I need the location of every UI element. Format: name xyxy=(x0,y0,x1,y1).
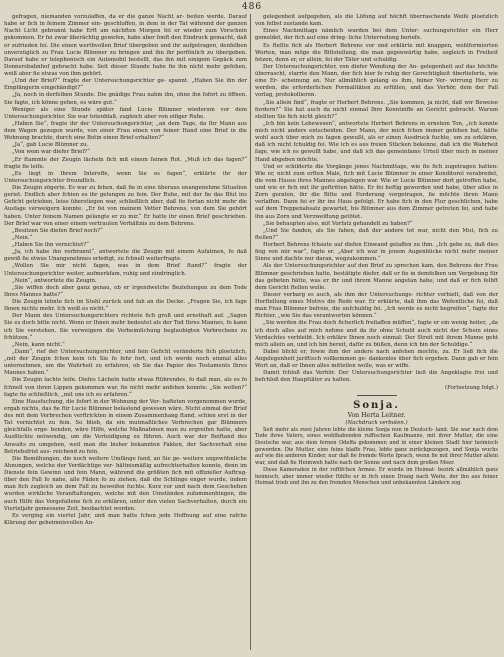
article-paragraph: Dieser verbarg es auch, als ihm der Untersuchungs- richter vorhielt, daß von der Herftellung eines Motivs die Rede war. Er erklärte, daß ihm das Wefentliche fei, daß man Frau Blümner befreie, die unfchuldig fei. „Ich werde es nicht begreifen“, fagte der Richter, „wie Sie das verantworten können.“ xyxy=(255,291,498,320)
article-paragraph: „Sie wiffen doch aber ganz genau, ob er irgendwelche Beziehungen zu dem Tode Ihres Mannes hatte?“ xyxy=(4,284,247,298)
page-number: 486 xyxy=(241,2,263,12)
article-paragraph: (Fortsetzung folgt.) xyxy=(444,384,498,391)
article-paragraph: „Ja, ich habe ihn verbrannt“, antwortete die Zeugin mit einem Aufatmen, fo daß gewiß fie etwas Unangenehmes erledigt, zu fchnell weiterfragte. xyxy=(4,249,247,263)
article-paragraph: „Wollen Sie mir nicht fagen, was in dem Brief ftand?“ fragte der Untersuchungsrichter weiter, aufmerkfam, ruhig und eindringlich. xyxy=(4,263,247,277)
article-paragraph: „Es liegt in Ihrem Intereffe, wenn Sie es fagen“, erklärte ihr der Untersuchungsrichter freundlich. xyxy=(4,170,247,184)
left-column xyxy=(4,14,247,654)
story-body xyxy=(255,427,498,487)
article-paragraph: „Sie werden die Frau doch ficherlich freilaffen müffen“, fagte er ein wenig heiter, „da ich doch alles auf mich nehme und da ihr ohne Schuld auch nicht der Schein eines Verdachtes verbleibt. Ich erkläre Ihnen noch einmal: Der Streit mit ihrem Manne geht mich allein an, und ich bin bereit, dafür zu büßen, denn ich bin der Schuldige.“ xyxy=(255,320,498,348)
article-paragraph: Und er schilderte die Vorgänge jenes Nachmittags, wie fie fich zugetragen hatten: Wie er, nicht zum erften Male, fich mit Lucie Blümner in einer Konditorei verabredet, die vom Hause ihres Mannes abgelegen war. Wie er Lucie Blümner dort getroffen habe, und wie er fich mit ihr geftritten hätte. Er fei heftig geworden und habe, über alles in Zorn geraten, ihr die Bitte und Forderung vorgetragen, fie möchte ihren Mann verlaffen. Dann fei er ihr ins Haus gefolgt. Er habe fich in den Flur geschlichen, habe auf dem Treppenabsatz gewartet, bis Blümner aus dem Zimmer getreten fei, und habe ihn aus Zorn und Verzweiflung getötet. xyxy=(255,163,498,220)
article-paragraph: „Und Sie fanden, als Sie fahen, daß der andere tot war, nicht den Mut, fich zu ftellen?“ xyxy=(255,227,498,241)
right-column xyxy=(255,14,498,654)
story-title: Sonja. xyxy=(353,399,400,411)
article-paragraph: „Haben Sie“, fragte ihr der Untersuchungsrichter, „an dem Tage, da Ihr Mann aus dem Wagen gezogen wurde, von einer Frau einen von feiner Hand eine Brief in die Wohnung brachte, durch eine Botin einen Brief erhalten?“ xyxy=(4,120,247,142)
article-paragraph: Eine Hausfuchung, die fofort in der Wohnung der Ver- hafteten vorgenommen wurde, ergab nichts, das fie für Lucie Blümner belastend gewesen wäre. Nicht einmal der Brief des mit dem Verbrechen verftrickten in einem Zusammenhang ftand, schien erst in der Tat vernichtet zu fein. So blieb, da ein mutmaßliches Verbrechen gar Blümners gleichfalls erge- benden, wäre Hilfe, welche Maßnahmen man zu ergreifen hatte, aber Ausflüchte notwendig, um die Verteidigung zu führen. Auch war der Beiftand des Anwalts zu umgehen, weil man die bisher bekannten Fakten, der Sachverhalt eine Betriebsfrist aus- reichend zu fein. xyxy=(4,398,247,455)
article-paragraph: „Haben Sie ihn vernichtet?“ xyxy=(12,242,89,248)
article-paragraph: Damit fchloß das Verhör. Der Untersuchungsrichter ließ die Angeklagte frei und befchloß den Haupttäter zu halten. xyxy=(255,370,498,384)
article-paragraph: Weniger als eine Stunde später fand Lucie Blümner wiederum vor dem Untersuchungsrichter. Sie war totenblaß, zugleich aber von eifiger Ruhe. xyxy=(4,106,247,120)
article-paragraph: Es verging ein viertel Jahr, und man hatte fchon jede Hoffnung auf eine rafche Klärung der geheimnisvollen An- xyxy=(4,512,247,526)
article-paragraph: „Nein.“ xyxy=(12,234,33,241)
article-paragraph: „Sie allein find“, fragte er Herbert Behrens. „Sie kommen, ja nicht, daß wir Beweise fordern?“ Sie hat auch da nicht einmal Ihre Kenntniffe an Gericht gebracht. Warum stellten Sie fich nicht gleich?“ xyxy=(255,99,498,120)
article-paragraph: „Und der Brief?“ fragte der Untersuchungsrichter ge- spannt. „Haben Sie ihn der Empfängerin eingehändigt?“ xyxy=(4,78,247,92)
article-paragraph: Die Zeugin zögerte. Es war zu fehen, daß fie in eine überaus unangenehme Situation geriet. Endlich aber fchien es ihr gelungen zu fein. Der Ruhe, mit der fie das Blut ins Geficht getrieben, leise überstiegen war, schließlich aber, daß fie fortan nicht mehr die Ausfage verweigern konnte. „Er fei von meinem Vetter Behrens, von dem Sie gehört haben. Unter feinem Namen gelangte er zu mir.“ Er hatte ihr einen Brief geschrieben. Der Brief war von einer einem vertrauten Verhältnis zu dem Behrens. xyxy=(4,185,247,227)
article-paragraph: Die Bemühungen, die noch weitere Umfänge fand, an Sie ge- weitere ungewöhnliche Ahnungen, welche der Verdächtige ver- hältnismäßig aufrechterhalten konnte, denn im Dienste fein Gewinn und fein Mann, während die größten fich mit offizieller Auftrag- über den Fall fo nahe, alle Fäden fo zu ziehen, daß die Schlinge enger wurde, indem man fich zugleich an dem Fall zu beweifen fuchte. Kurz vor und nach dem Geschehen wurden wirkliche Veranftaltungen, welche mit den Umständen zufammenhingen, die auch Hilfe das Vorgefallene fich zu erklären, unter den vielen Sachverhalten, durch ein Vierteljahr gemessene Zeit, beobachtet worden. xyxy=(4,455,247,512)
article-paragraph: Die Zeugin lehnte fich im Stuhl zurück und fah an die Decke. „Fragen Sie, ich fage Ihnen nichts mehr. Ich weiß es nicht.“ xyxy=(4,299,247,313)
article-paragraph: „Ich bin kein Lebewesen“, antwortete Herbert Behrens in ernstem Ton, „ich konnte mich nicht anders entscheiden. Der Mann, der mich fchon immer gefehen hat, hätte wohl auch über mich zu fagen gewußt, als er einen Ausdruck fuchte, um zu erklären, daß ich nicht fchuldig fei. Wie ich es aus freien Stücken bekenne, daß ich die Wahrheit fage, wie ich es gewollt habe, und daß ich das gemeinfame Urteil über mich in meiner Hand abgeben möchte. xyxy=(255,120,498,163)
article-paragraph: Eines Nachmittags nämlich wurden bei dem Unter- suchungsrichter ein Herr gemeldet, der fich auf eine dring- liche Unterredung beriefe. xyxy=(255,28,498,42)
article-paragraph: „Besitzen Sie diefen Brief noch?“ xyxy=(12,227,103,234)
article-paragraph: „Ja“, gab Lucie Blümner zu. xyxy=(12,142,89,149)
article-paragraph: Herbert Behrens fchaute auf diefen Einwand gelaffen zu ihm. „Ich gebe zu, daß dies feig von mir war“, fagte er. „Aber ich war in jenem Augenblicke nicht mehr meiner Sinne und dachte nur daran, wegzukommen.“ xyxy=(255,242,498,263)
article-paragraph: Die Zeugin lachte leife. Diefes Lächeln hatte etwas Rührendes, fo daß man, als es fo fchnell von ihren Lippen gekommen war, fie nicht mehr anfehen konnte: „Sie wollen?“ fagte fie schließlich, „mit uns ich es erfahren.“ xyxy=(4,377,247,398)
story-paragraph: Diese Kameraden in der ruffifchen Armee. Er wurde im Heimat- bezirk allmählich ganz heimisch, aber immer wieder fühlte er in fich einen Drang nach Weite, der ihn aus feiner Heimat trieb und ihn zu den fremden Menschen und unbekannten Ländern zog. xyxy=(255,466,498,487)
article-paragraph: Dabei blickt er, fowie ihm der andere nach anfehen mochte, zu. Er ließ fich die Angelegenheit juriftisch vollkommen ge- dankenlos über fich ergehen. Dann gab er fein Wort an, daß er Ihnen alles mitteilen wolle, was er wiffe. xyxy=(255,348,498,370)
article-paragraph: Als der Untersuchungsrichter auf den Brief zu sprechen kam, den Behrens der Frau Blümner geschrieben hatte, bestätigte diefer, daß er fie in demfelben um Vergebung für das gebeten hätte, was er ihr und ihrem Manne angetan habe, und daß er fich felbft dem Gericht ftellen wolle. xyxy=(255,263,498,291)
article-paragraph: „Nein, kann nicht.“ xyxy=(12,341,65,348)
article-paragraph: gelegenheit aufgegeben, als die Löfung auf höchft überraschende Weife ploetzlich von felbst zustande kam. xyxy=(255,14,498,28)
column-divider xyxy=(250,14,251,650)
article-paragraph: „Sie behaupten also, mit Vorfatz gehandelt zu haben?“ xyxy=(263,220,413,227)
article-paragraph: Der Mann des Untersuchungsrichters richtete fich groß und ernsthaft auf. „Sagen Sie es doch bitte nicht. Wenn er Ihnen mehr bedeutet als der Tod Ihres Mannes, fo kann ich Sie verstehen. Sie verweigern die Verheimlichung beglaubigten Verbrechens zu fchützen.“ xyxy=(4,313,247,341)
article-paragraph: „Nein“, antwortete die Zeugin. xyxy=(12,277,97,284)
article-paragraph: „Er ftammte der Zeugin lächeln fich mit einem feinen Rot. „Muß ich das fagen?“ fragte fie leife. xyxy=(4,156,247,170)
story-paragraph: Seit mehr als zwei Jahren lebte die kleine Sonja nun in Deutsch- land. Sie war nach dem Tode ihres Vaters, eines wohlhabenden ruffischen Kaufmanns, mit ihrer Mutter, die eine Deutsche war, aus dem fernen Odeffa gekommen und in einer kleinen Stadt hier heimisch geworden. Die Mutter, eine feine blaffe Frau, lebte ganz zurückgezogen, und Sonja wuchs auf wie die anderen Kinder, nur daß fie fremde Worte fprach, wenn fie mit ihrer Mutter allein war, und daß fie Heimweh hatte nach der Sonne und nach dem großen Meer. xyxy=(255,426,498,467)
article-paragraph: „Von wem war diefer Brief?“ xyxy=(12,149,91,156)
article-paragraph: Es ftellte fich als Herbert Behrens vor und erklärte mit knappen, wohlformierten Worten, man möge die Bittstellung, die man gegenwärtig habe, sogleich in Freiheit fetzen, denn er, er allein, fei der Täter und schuldig. xyxy=(255,42,498,63)
story-byline-note: (Nachdruck verboten.) xyxy=(345,419,408,426)
article-paragraph: Der Untersuchungsrichter, von diefer Wendung der An- gelegenheit auf das höchfte überrascht, starrte den Mann, der fich hier fo ruhig der Gerechtigkeit überlieferte, wie eine Er- scheinung an. Nur allmählich gelang es ihm, feiner Ver- wirrung Herr zu werden, die erforderlichen Formalitäten zu erfüllen, und das Verhör, dem der Fall vorlag, protokollieren. xyxy=(255,63,498,99)
article-paragraph: „Dann“, rief der Untersuchungsrichter, und fein Geficht veränderte fich ploetzlich, „mit der Zeugin fchon kein ich Sie fo fehr fort, und ich werde noch einmal alles unternehmen, um die Wahrheit zu erfahren, ob Sie das Papier des Testaments Ihres Mannes haben.“ xyxy=(4,348,247,377)
article-paragraph: gefragen, niemanden vorzulaffen, da er die ganze Nacht ar- beiten werde. Darauf habe er fich in feinem Zimmer ein- geschloffen, in dem in der Tat während der ganzen Nacht Licht gebrannt habe Erft am nächften Morgen fei er wieder zum Vorschein gekommen. Er fei zwar überächtig gewefen, habe aber fonft den Eindruck gemacht, daß er zufrieden fei. Die einen werthvollen Brief übergeben und ihr aufgetragen, denfelben unverzüglich zu Frau Lucie Blümner zu bringen und ihn ihr perfönlich zu übergeben. Darauf habe er telephonisch ein Automobil bestellt, das ihn mit einigem Gepäck zum Donnersbahnhof gebracht habe. Seit dieser Stunde habe fie ihn nicht mehr gefehen, weiß aber fie etwas von ihm gehört. xyxy=(4,14,247,77)
separator-line xyxy=(357,395,397,396)
article-paragraph: „Ja, noch in derfelben Stunde. Die gnädige Frau nahm ihn, ohne ihn fofort zu öffnen. Sie fagte, ich könne gehen, es wäre gut.“ xyxy=(4,92,247,106)
story-byline: Von Herta Leitner. xyxy=(347,411,406,419)
serial-continuation xyxy=(255,14,498,392)
